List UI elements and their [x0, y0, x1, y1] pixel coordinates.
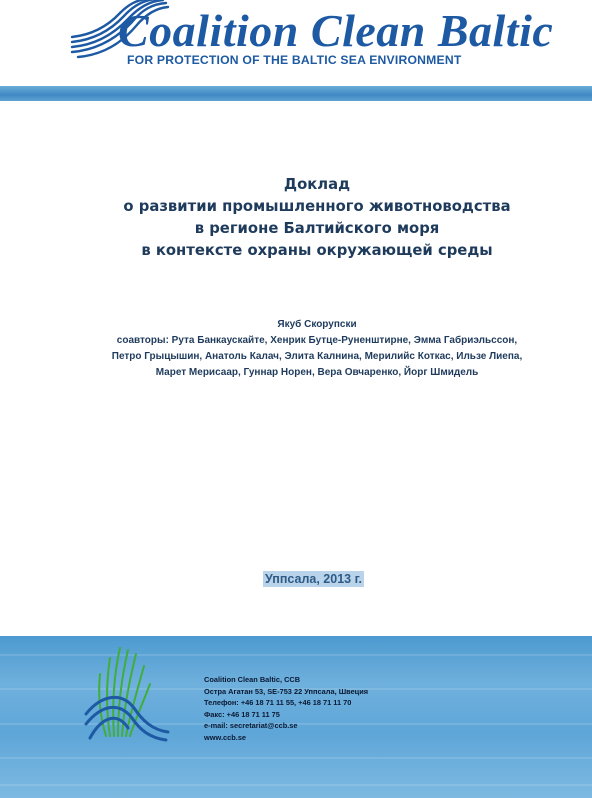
co-authors-line: Петро Грыцышин, Анатоль Калач, Элита Калнина, Мерилийс Коткас, Ильзе Лиепа, — [111, 351, 523, 362]
organization-name: Coalition Clean Baltic, CCB — [204, 675, 301, 684]
title-line: о развитии промышленного животноводства — [123, 198, 511, 215]
website-url: www.ccb.se — [204, 732, 247, 742]
water-ripple — [0, 784, 592, 786]
phone-numbers: Телефон: +46 18 71 11 55, +46 18 71 11 70 — [204, 698, 352, 708]
place-and-date: Уппсала, 2013 г. — [265, 572, 363, 586]
header-color-band — [0, 86, 592, 101]
brand-tagline: FOR PROTECTION OF THE BALTIC SEA ENVIRONMENT — [127, 53, 462, 67]
co-authors-line: Марет Мерисаар, Гуннар Норен, Вера Овчаренко, Йорг Шмидель — [155, 367, 479, 378]
postal-address: Остра Агатан 53, SE-753 22 Уппсала, Швеция — [204, 686, 369, 696]
report-title — [0, 174, 592, 262]
lead-author: Якуб Скорупски — [277, 319, 357, 330]
contact-info — [204, 674, 368, 744]
fax-number: Факс: +46 18 71 11 75 — [204, 709, 280, 719]
document-header — [0, 0, 592, 86]
co-authors-line: соавторы: Рута Банкаускайте, Хенрик Бутце-Руненштирне, Эмма Габриэльссон, — [116, 335, 518, 346]
title-line: в регионе Балтийского моря — [194, 220, 440, 237]
title-line: Доклад — [283, 176, 351, 193]
authors-list — [0, 317, 592, 381]
reed-and-waves-icon — [84, 644, 170, 744]
brand-name: Coalition Clean Baltic — [118, 5, 554, 56]
title-line: в контексте охраны окружающей среды — [141, 242, 493, 259]
water-ripple — [0, 757, 592, 759]
email-address: e-mail: secretariat@ccb.se — [204, 721, 298, 731]
